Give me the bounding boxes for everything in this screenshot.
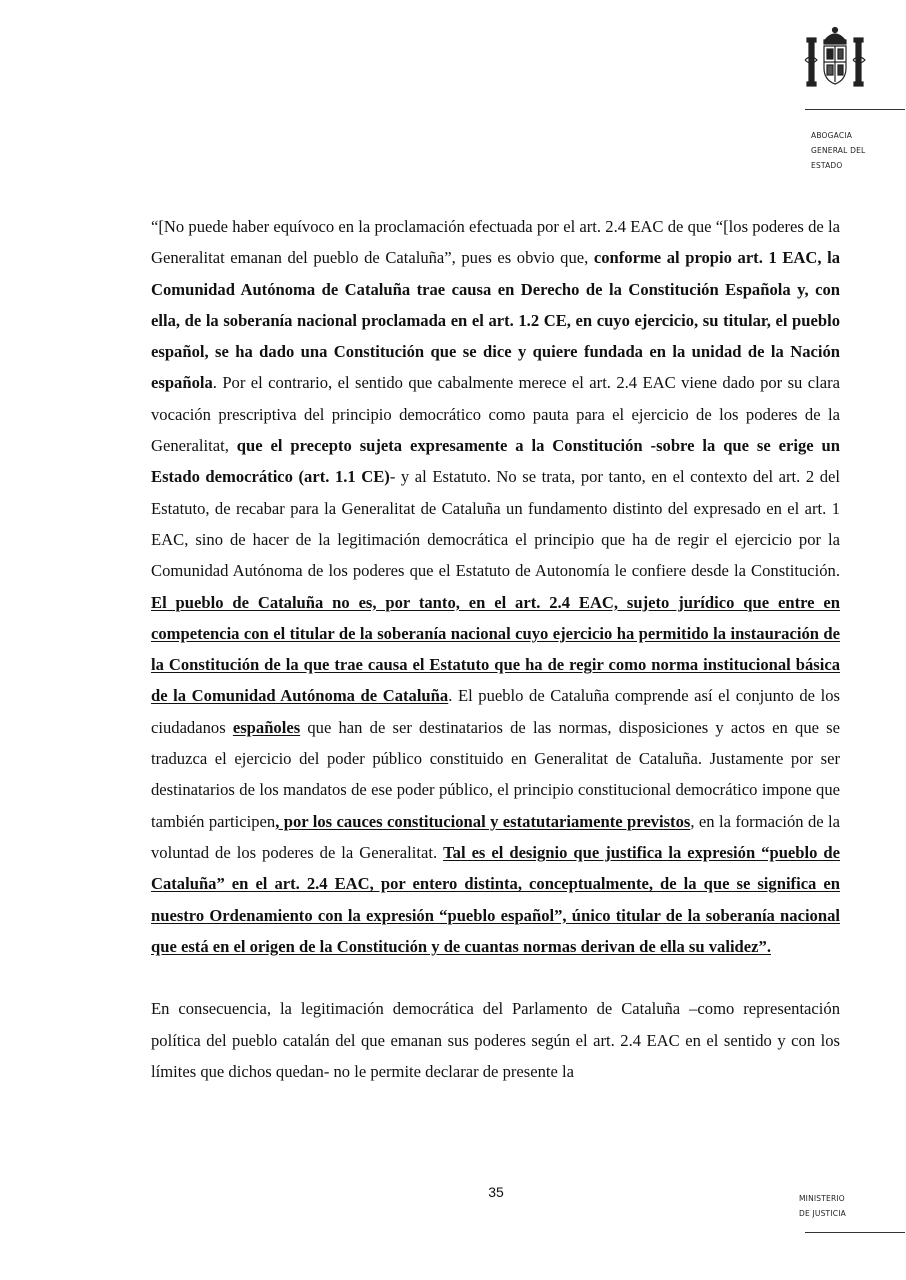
office-line-3: ESTADO <box>811 161 843 170</box>
bold-run: que el precepto sujeta expresamente a la Constitución -sobre la que se erige un Estado democrático (art. 1.1 CE) <box>151 436 840 487</box>
header-rule <box>805 109 905 110</box>
office-line-1: ABOGACIA <box>811 131 853 140</box>
bold-underlined-run: , por los cauces constitucional y estatutariamente previstos <box>275 811 691 831</box>
ministry-name <box>799 1191 846 1221</box>
bold-underlined-run: Tal es el designio que justifica la expresión “pueblo de Cataluña” en el art. 2.4 EAC, por entero distinta, conceptualmente, de la que se significa en nuestro Ordenamiento con la expresión “pueblo español”, único titular de la soberanía nacional que está en el origen de la Constitución y de cuantas normas derivan de ella su validez”. <box>151 842 841 956</box>
text-run: que han de ser destinatarios de las normas, disposiciones y actos en que se traduzca el ejercicio del poder público constituido en Generalitat de Cataluña. Justamente por ser destinatarios de los mandatos de ese poder público, el principio constitucional democrático impone que también participen <box>151 717 840 831</box>
footer-rule <box>805 1232 905 1233</box>
text-run: . Por el contrario, el sentido que cabalmente merece el art. 2.4 EAC viene dado por su clara vocación prescriptiva del principio democrático como pauta para el ejercicio de los poderes de la Generalitat, <box>151 373 840 456</box>
bold-run: conforme al propio art. 1 EAC, la Comunidad Autónoma de Cataluña trae causa en Derecho de la Constitución Española y, con ella, de la soberanía nacional proclamada en el art. 1.2 CE, en cuyo ejercicio, su titular, el pueblo español, se ha dado una Constitución que se dice y quiere fundada en la unidad de la Nación española <box>151 248 840 393</box>
ministry-line-1: MINISTERIO <box>799 1194 845 1203</box>
text-run: . El pueblo de Cataluña comprende así el conjunto de los ciudadanos <box>151 686 841 737</box>
conclusion-paragraph: En consecuencia, la legitimación democrática del Parlamento de Cataluña –como representación política del pueblo catalán del que emanan sus poderes según el art. 2.4 EAC en el sentido y con los límites que dichos quedan- no le permite declarar de presente la <box>151 999 840 1082</box>
page-number: 35 <box>488 1184 504 1200</box>
bold-underlined-run: El pueblo de Cataluña no es, por tanto, en el art. 2.4 EAC, sujeto jurídico que entre en competencia con el titular de la soberanía nacional cuyo ejercicio ha permitido la instauración de la Constitución de la que trae causa el Estatuto que ha de regir como norma institucional básica de la Comunidad Autónoma de Cataluña <box>151 592 840 706</box>
office-name <box>811 128 865 173</box>
text-run: - y al Estatuto. No se trata, por tanto, en el contexto del art. 2 del Estatuto, de recabar para la Generalitat de Cataluña un fundamento distinto del expresado en el art. 1 EAC, sino de hacer de la legitimación democrática el principio que ha de regir el ejercicio por la Comunidad Autónoma de los poderes que el Estatuto de Autonomía le confiere desde la Constitución. <box>151 467 840 581</box>
document-body <box>151 211 840 1087</box>
ministry-line-2: DE JUSTICIA <box>799 1209 846 1218</box>
bold-underlined-run: españoles <box>232 717 301 737</box>
text-run: “[No puede haber equívoco en la proclamación efectuada por el art. 2.4 EAC de que “[los poderes de la Generalitat emanan del pueblo de Cataluña”, pues es obvio que, <box>151 217 840 268</box>
quoted-paragraph <box>151 211 840 962</box>
office-line-2: GENERAL DEL <box>811 146 866 155</box>
spain-coat-of-arms-icon <box>803 24 867 94</box>
text-run: , en la formación de la voluntad de los poderes de la Generalitat. <box>151 811 840 862</box>
